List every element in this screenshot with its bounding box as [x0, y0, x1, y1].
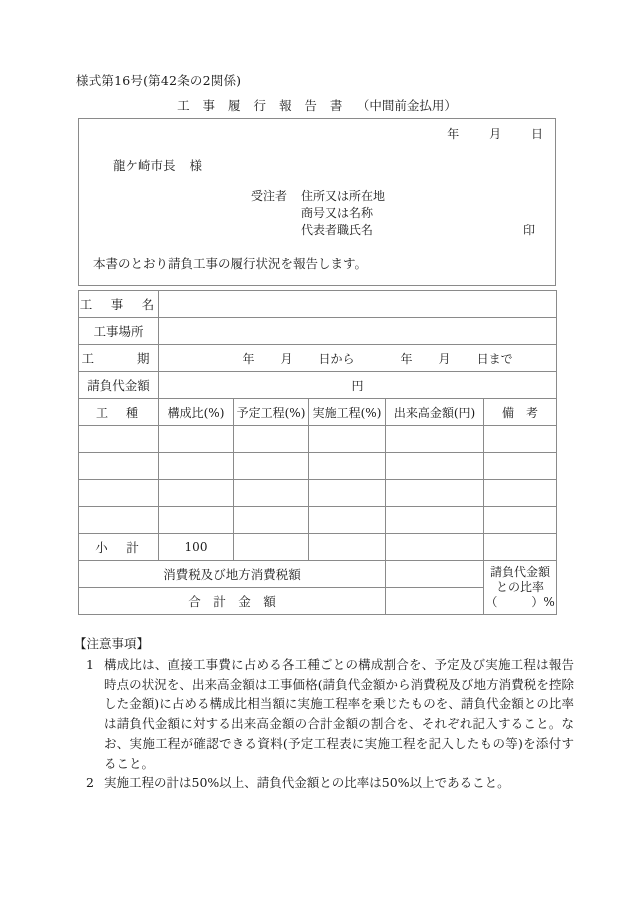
work-place-label: 工事場所 [79, 318, 159, 345]
header-box [78, 118, 556, 286]
cell-remarks[interactable] [484, 453, 557, 480]
contractor-label: 受注者 [251, 189, 288, 203]
cell-ratio[interactable] [159, 426, 234, 453]
table-header-row [79, 399, 557, 426]
cell-kind[interactable] [79, 480, 159, 507]
cell-kind[interactable] [79, 426, 159, 453]
cell-amount[interactable] [386, 426, 484, 453]
date-line [447, 125, 543, 142]
cell-planned[interactable] [234, 480, 309, 507]
table-row [79, 453, 557, 480]
table-row-tax [79, 561, 557, 588]
subtotal-amount[interactable] [386, 534, 484, 561]
note-item [74, 773, 574, 793]
contract-ratio-title-line2: との比率 [496, 580, 545, 594]
seal-icon: 印 [522, 223, 535, 237]
column-header-planned: 予定工程(%) [234, 399, 309, 426]
cell-remarks[interactable] [484, 507, 557, 534]
notes-section [74, 634, 574, 793]
column-header-amount: 出来高金額(円) [386, 399, 484, 426]
contractor-block [79, 187, 555, 238]
contractor-row-company [79, 204, 555, 221]
contractor-company-label: 商号又は名称 [301, 206, 374, 220]
subtotal-ratio: 100 [159, 534, 234, 561]
ratio-paren-close: ）% [531, 595, 555, 609]
document-title-sub: （中間前金払用） [356, 98, 457, 113]
cell-remarks[interactable] [484, 480, 557, 507]
cell-planned[interactable] [234, 507, 309, 534]
work-name-label: 工 事 名 [79, 291, 159, 318]
note-item [74, 655, 574, 774]
cell-ratio[interactable] [159, 480, 234, 507]
cell-ratio[interactable] [159, 507, 234, 534]
contract-ratio-cell[interactable] [484, 561, 557, 615]
form-number: 様式第16号(第42条の2関係) [76, 73, 242, 88]
contractor-address-label: 住所又は所在地 [301, 189, 386, 203]
cell-actual[interactable] [309, 507, 386, 534]
note-text: 実施工程の計は50%以上、請負代金額との比率は50%以上であること。 [104, 775, 510, 791]
addressee-honorific: 様 [189, 158, 203, 173]
contract-amount-label: 請負代金額 [79, 372, 159, 399]
table-row-period [79, 345, 557, 372]
cell-remarks[interactable] [484, 426, 557, 453]
total-label: 合 計 金 額 [79, 588, 386, 615]
report-statement: 本書のとおり請負工事の履行状況を報告します。 [93, 256, 368, 271]
note-number: 2 [86, 775, 94, 791]
contract-ratio-value [484, 595, 556, 610]
table-row [79, 480, 557, 507]
table-row-work-place [79, 318, 557, 345]
ratio-paren-open: （ [485, 595, 498, 609]
cell-kind[interactable] [79, 507, 159, 534]
period-label: 工 期 [79, 345, 159, 372]
report-table [78, 290, 557, 615]
period-value[interactable] [159, 345, 557, 372]
cell-amount[interactable] [386, 480, 484, 507]
subtotal-remarks[interactable] [484, 534, 557, 561]
period-to-day: 日まで [476, 351, 513, 366]
column-header-remarks: 備 考 [484, 399, 557, 426]
cell-amount[interactable] [386, 453, 484, 480]
cell-kind[interactable] [79, 453, 159, 480]
date-day-label: 日 [530, 127, 543, 141]
cell-actual[interactable] [309, 426, 386, 453]
total-amount[interactable] [386, 588, 484, 615]
tax-amount[interactable] [386, 561, 484, 588]
period-to-month: 月 [438, 351, 451, 366]
cell-actual[interactable] [309, 480, 386, 507]
column-header-actual: 実施工程(%) [309, 399, 386, 426]
cell-ratio[interactable] [159, 453, 234, 480]
addressee [113, 156, 202, 174]
subtotal-actual[interactable] [309, 534, 386, 561]
note-number: 1 [86, 656, 94, 672]
period-from-day: 日から [318, 351, 355, 366]
contractor-row-address [79, 187, 555, 204]
table-row-contract-amount [79, 372, 557, 399]
date-year-label: 年 [447, 127, 460, 141]
work-name-value[interactable] [159, 291, 557, 318]
cell-planned[interactable] [234, 426, 309, 453]
subtotal-label: 小 計 [79, 534, 159, 561]
cell-amount[interactable] [386, 507, 484, 534]
contractor-row-representative [79, 221, 555, 238]
tax-label: 消費税及び地方消費税額 [79, 561, 386, 588]
table-row [79, 507, 557, 534]
date-month-label: 月 [489, 127, 502, 141]
cell-actual[interactable] [309, 453, 386, 480]
page-title [78, 96, 556, 114]
note-text: 構成比は、直接工事費に占める各工種ごとの構成割合を、予定及び実施工程は報告時点の状況を、出来高金額は工事価格(請負代金額から消費税及び地方消費税を控除した金額)に占める構成比相当額に実施工程率を乗じたものを、請負代金額との比率は請負代金額に対する出来高金額の合計金額の割合を、それぞれ記入すること。なお、実施工程が確認できる資料(予定工程表に実施工程を記入したもの等)を添付すること。 [104, 656, 574, 771]
cell-planned[interactable] [234, 453, 309, 480]
subtotal-planned[interactable] [234, 534, 309, 561]
column-header-ratio: 構成比(%) [159, 399, 234, 426]
table-row [79, 426, 557, 453]
period-from-year: 年 [242, 351, 255, 366]
period-from-month: 月 [280, 351, 293, 366]
contract-ratio-title-line1: 請負代金額 [490, 565, 551, 579]
table-row-work-name [79, 291, 557, 318]
column-header-kind: 工 種 [79, 399, 159, 426]
period-to-year: 年 [400, 351, 413, 366]
contract-amount-value[interactable]: 円 [159, 372, 557, 399]
work-place-value[interactable] [159, 318, 557, 345]
notes-title: 【注意事項】 [74, 636, 150, 651]
addressee-name: 龍ケ崎市長 [113, 158, 176, 173]
table-row-subtotal [79, 534, 557, 561]
contractor-representative-label: 代表者職氏名 [301, 223, 374, 237]
document-title-main: 工 事 履 行 報 告 書 [177, 98, 347, 113]
